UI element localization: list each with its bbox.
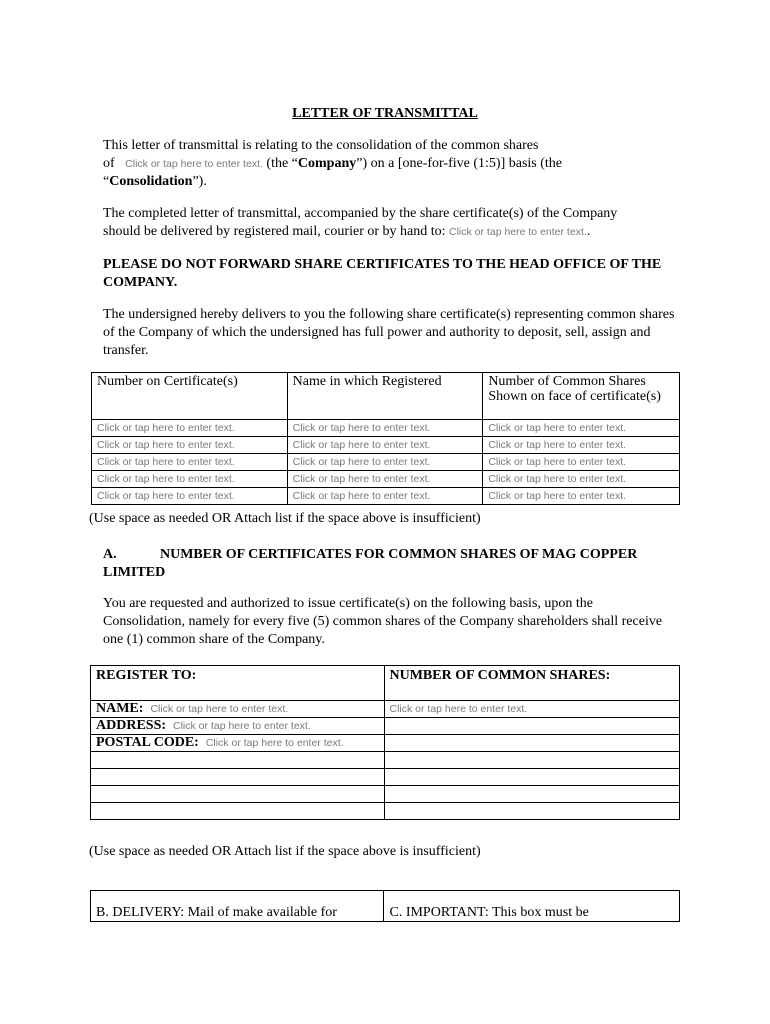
table-row xyxy=(91,769,680,786)
registered-name-field[interactable]: Click or tap here to enter text. xyxy=(292,490,431,502)
delivery-line-2-text: should be delivered by registered mail, courier or by hand to: xyxy=(103,224,446,239)
share-count-field[interactable]: Click or tap here to enter text. xyxy=(488,473,627,485)
table-row xyxy=(92,454,680,471)
intro-consolidation-close: ”). xyxy=(192,174,207,189)
delivery-address-field[interactable]: Click or tap here to enter text. xyxy=(449,226,587,238)
certificate-number-field[interactable]: Click or tap here to enter text. xyxy=(97,456,235,468)
certificate-number-field[interactable]: Click or tap here to enter text. xyxy=(97,439,235,451)
intro-line-1: This letter of transmittal is relating to the consolidation of the common shares xyxy=(103,138,539,153)
empty-cell[interactable] xyxy=(91,769,385,786)
table-row xyxy=(91,718,680,735)
header-number-on-certificate: Number on Certificate(s) xyxy=(92,373,288,420)
table-row xyxy=(91,752,680,769)
table-row xyxy=(91,803,680,820)
authorized-paragraph: You are requested and authorized to issue certificate(s) on the following basis, upon the Consolidation, namely for every five (5) common shares of the Company shareholders shall receive one (1) common share of the Company. xyxy=(103,596,663,647)
bottom-boxes-table xyxy=(90,890,680,922)
warning-text: PLEASE DO NOT FORWARD SHARE CERTIFICATES TO THE HEAD OFFICE OF THE COMPANY. xyxy=(103,257,662,290)
empty-cell xyxy=(384,718,680,735)
number-of-shares-field[interactable]: Click or tap here to enter text. xyxy=(389,703,528,715)
section-a-letter: A. xyxy=(103,547,117,562)
table-row xyxy=(91,891,680,922)
intro-the-open: (the “ xyxy=(266,156,298,171)
number-of-shares-header: NUMBER OF COMMON SHARES: xyxy=(384,666,680,701)
intro-of: of xyxy=(103,156,115,171)
table-row xyxy=(92,437,680,454)
intro-consolidation-term: Consolidation xyxy=(109,174,193,189)
empty-cell[interactable] xyxy=(384,786,680,803)
share-count-field[interactable]: Click or tap here to enter text. xyxy=(488,439,627,451)
header-name-registered: Name in which Registered xyxy=(287,373,483,420)
postal-code-field[interactable]: Click or tap here to enter text. xyxy=(205,737,344,749)
undersigned-paragraph: The undersigned hereby delivers to you the following share certificate(s) representing common shares of the Company of which the undersigned has full power and authority to deposit, sell, assign and transfer. xyxy=(103,307,675,358)
table-row xyxy=(91,786,680,803)
delivery-line-2 xyxy=(103,223,678,241)
register-table xyxy=(90,665,680,820)
header-number-shares: Number of Common Shares Shown on face of certificate(s) xyxy=(483,373,680,420)
empty-cell[interactable] xyxy=(91,752,385,769)
empty-cell[interactable] xyxy=(91,803,385,820)
registered-name-field[interactable]: Click or tap here to enter text. xyxy=(292,456,431,468)
certificate-table xyxy=(91,372,680,505)
section-a-heading-line xyxy=(103,546,678,582)
certificate-table-header xyxy=(92,373,680,420)
name-field[interactable]: Click or tap here to enter text. xyxy=(150,703,289,715)
intro-quote-open: “ xyxy=(103,174,110,189)
delivery-end: . xyxy=(586,224,591,239)
table-row xyxy=(92,471,680,488)
empty-cell[interactable] xyxy=(384,769,680,786)
table-row xyxy=(92,420,680,437)
table-row xyxy=(91,701,680,718)
intro-company-close: ”) on a [one-for-five (1:5)] basis (the xyxy=(356,156,562,171)
intro-line-3 xyxy=(103,173,678,191)
intro-line-2 xyxy=(103,155,678,173)
space-note-2: (Use space as needed OR Attach list if the space above is insufficient) xyxy=(89,844,481,859)
company-name-field[interactable]: Click or tap here to enter text. xyxy=(125,158,263,170)
delivery-line-1: The completed letter of transmittal, accompanied by the share certificate(s) of the Company xyxy=(103,206,618,221)
table-row xyxy=(92,488,680,505)
section-a-heading: NUMBER OF CERTIFICATES FOR COMMON SHARES OF MAG COPPER LIMITED xyxy=(103,547,638,580)
share-count-field[interactable]: Click or tap here to enter text. xyxy=(488,490,627,502)
register-to-header: REGISTER TO: xyxy=(91,666,385,701)
intro-company-term: Company xyxy=(297,156,357,171)
name-label: NAME: xyxy=(96,701,144,716)
certificate-number-field[interactable]: Click or tap here to enter text. xyxy=(97,473,235,485)
empty-cell xyxy=(384,735,680,752)
registered-name-field[interactable]: Click or tap here to enter text. xyxy=(292,422,431,434)
postal-code-label: POSTAL CODE: xyxy=(96,735,199,750)
empty-cell[interactable] xyxy=(384,803,680,820)
registered-name-field[interactable]: Click or tap here to enter text. xyxy=(292,439,431,451)
table-row xyxy=(91,735,680,752)
empty-cell[interactable] xyxy=(384,752,680,769)
empty-cell[interactable] xyxy=(91,786,385,803)
delivery-box-heading: B. DELIVERY: Mail of make available for xyxy=(91,891,384,922)
certificate-number-field[interactable]: Click or tap here to enter text. xyxy=(97,422,235,434)
address-field[interactable]: Click or tap here to enter text. xyxy=(173,720,311,732)
important-box-heading: C. IMPORTANT: This box must be xyxy=(384,891,680,922)
share-count-field[interactable]: Click or tap here to enter text. xyxy=(488,422,627,434)
registered-name-field[interactable]: Click or tap here to enter text. xyxy=(292,473,431,485)
address-label: ADDRESS: xyxy=(96,718,167,733)
page-title: LETTER OF TRANSMITTAL xyxy=(292,106,478,121)
space-note: (Use space as needed OR Attach list if the space above is insufficient) xyxy=(89,511,481,526)
register-table-header xyxy=(91,666,680,701)
share-count-field[interactable]: Click or tap here to enter text. xyxy=(488,456,627,468)
certificate-number-field[interactable]: Click or tap here to enter text. xyxy=(97,490,235,502)
